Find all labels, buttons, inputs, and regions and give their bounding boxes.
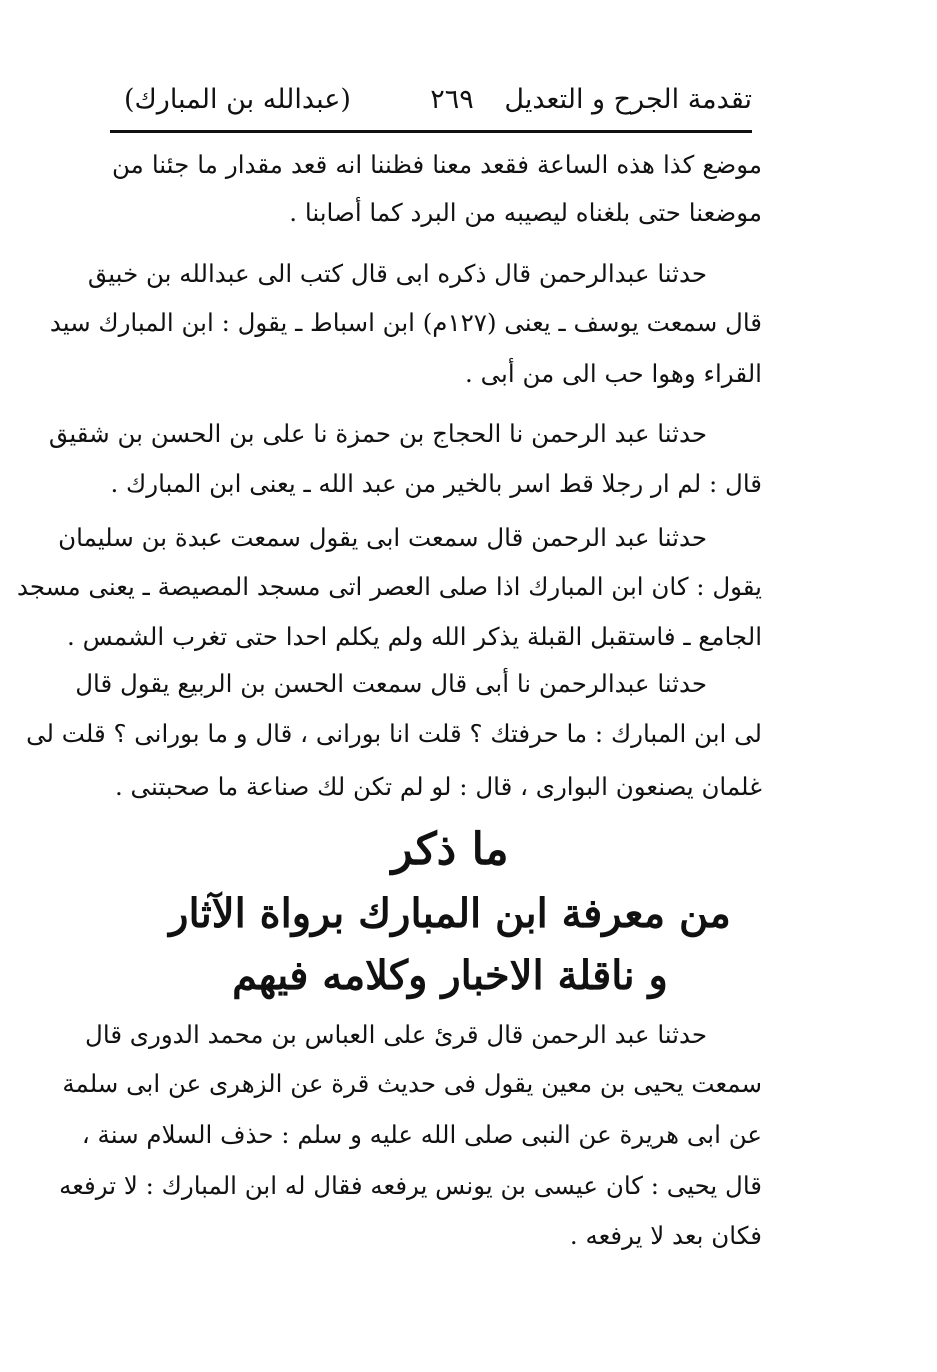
text-line: القراء وهوا حب الى من أبى . — [465, 359, 762, 388]
section-heading-line-3: و ناقلة الاخبار وكلامه فيهم — [232, 952, 668, 999]
text-line: سمعت يحيى بن معين يقول فى حديث قرة عن الزهرى عن ابى سلمة — [62, 1069, 762, 1098]
section-heading-line-1: ما ذكر — [391, 824, 509, 875]
header-rule — [110, 130, 752, 133]
text-line: عن ابى هريرة عن النبى صلى الله عليه و سلم : حذف السلام سنة ، — [81, 1120, 762, 1149]
text-line: لى ابن المبارك : ما حرفتك ؟ قلت انا بورانى ، قال و ما بورانى ؟ قلت لى — [26, 719, 762, 748]
text-line: موضعنا حتى بلغناه ليصيبه من البرد كما أصابنا . — [289, 198, 762, 227]
text-line: يقول : كان ابن المبارك اذا صلى العصر اتى مسجد المصيصة ـ يعنى مسجد — [16, 572, 762, 601]
header-page-number: ٢٦٩ — [430, 84, 474, 115]
text-line: حدثنا عبد الرحمن نا الحجاج بن حمزة نا على بن الحسن بن شقيق — [48, 419, 707, 448]
text-line: حدثنا عبدالرحمن قال ذكره ابى قال كتب الى عبدالله بن خبيق — [87, 259, 707, 288]
running-header — [112, 78, 752, 122]
text-line: قال : لم ار رجلا قط اسر بالخير من عبد الله ـ يعنى ابن المبارك . — [110, 469, 762, 498]
text-line: غلمان يصنعون البوارى ، قال : لو لم تكن لك صناعة ما صحبتنى . — [114, 772, 762, 801]
section-heading-line-2: من معرفة ابن المبارك برواة الآثار — [169, 890, 731, 937]
text-line: موضع كذا هذه الساعة فقعد معنا فظننا انه قعد مقدار ما جئنا من — [112, 150, 762, 179]
text-line: حدثنا عبد الرحمن قال قرئ على العباس بن محمد الدورى قال — [85, 1020, 707, 1049]
text-line: الجامع ـ فاستقبل القبلة يذكر الله ولم يكلم احدا حتى تغرب الشمس . — [67, 622, 762, 651]
text-line: حدثنا عبدالرحمن نا أبى قال سمعت الحسن بن الربيع يقول قال — [75, 669, 707, 698]
text-line: قال سمعت يوسف ـ يعنى (١٢٧م) ابن اسباط ـ يقول : ابن المبارك سيد — [49, 308, 762, 337]
text-line: فكان بعد لا يرفعه . — [569, 1221, 762, 1250]
text-line: قال يحيى : كان عيسى بن يونس يرفعه فقال له ابن المبارك : لا ترفعه — [59, 1171, 762, 1200]
header-section-title: (عبدالله بن المبارك) — [124, 84, 351, 115]
text-line: حدثنا عبد الرحمن قال سمعت ابى يقول سمعت عبدة بن سليمان — [58, 523, 707, 552]
header-book-title: تقدمة الجرح و التعديل — [504, 84, 752, 115]
